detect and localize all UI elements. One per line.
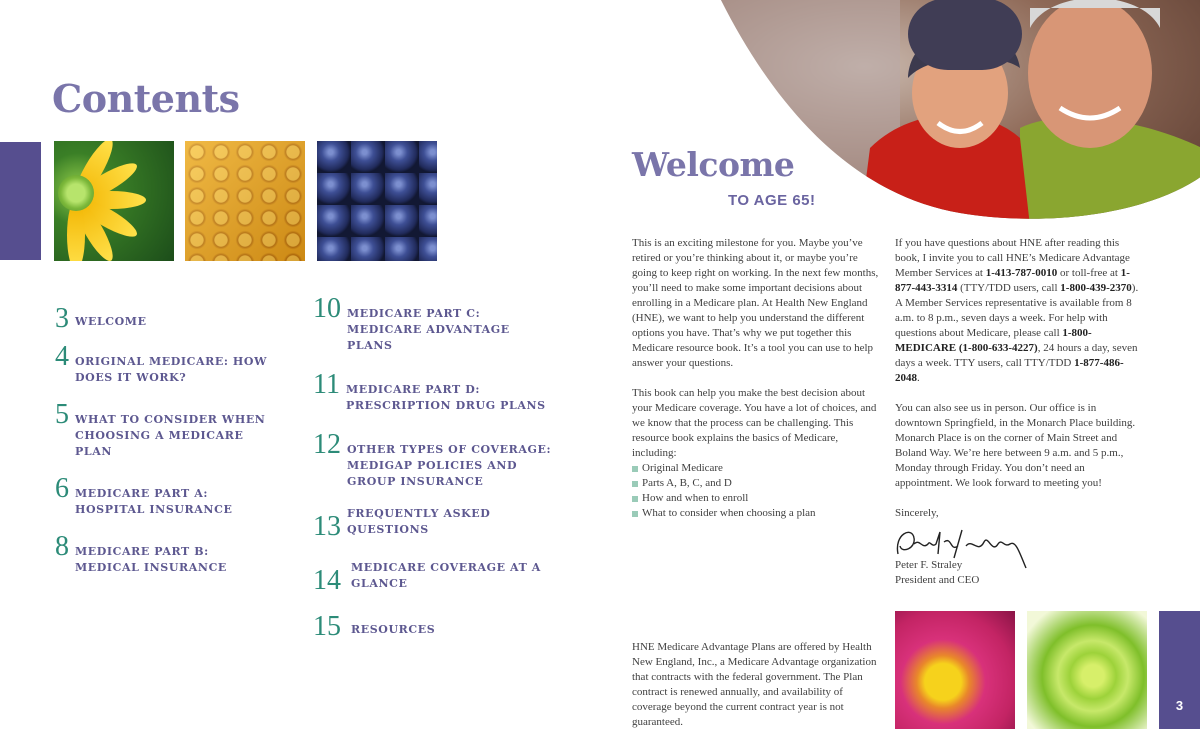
toc-page-number: 13 [313, 511, 341, 542]
toc-page-number: 14 [313, 565, 341, 596]
toc-page-number: 8 [55, 531, 69, 562]
toc-item[interactable] [55, 473, 285, 518]
left-accent-bar [0, 142, 41, 260]
list-item: How and when to enroll [632, 491, 884, 506]
welcome-subtitle: TO AGE 65! [728, 192, 816, 209]
pink-flower-image [895, 611, 1015, 729]
list-item: What to consider when choosing a plan [632, 506, 884, 521]
contact-paragraph: If you have questions about HNE after reading this book, I invite you to call HNE’s Medicare Advantage Member Services at 1-413-787-0010 or toll-free at 1-877-443-3314 (TTY/TDD users, call 1-800-439-2370). A Member Services representative is available from 8 a.m. to 8 p.m., seven days a week. For help with questions about Medicare, please call 1-800-MEDICARE (1-800-633-4227), 24 hours a day, seven days a week. TTY users, call TTY/TDD 1-877-486-2048. [895, 237, 1139, 384]
toc-label: MEDICARE COVERAGE AT A GLANCE [351, 561, 541, 590]
list-item: Parts A, B, C, and D [632, 476, 884, 491]
toc-item[interactable] [55, 296, 285, 332]
toc-label: MEDICARE PART D: PRESCRIPTION DRUG PLANS [345, 383, 546, 412]
page-number: 3 [1175, 698, 1184, 713]
toc-page-number: 6 [55, 473, 69, 504]
office-paragraph: You can also see us in person. Our office is in downtown Springfield, in the Monarch Place building. Monarch Place is on the corner of Main Street and Boland Way. We’re here between 9 a.m. and 5 p.m., Monday through Friday. You don’t need an appointment. We look forward to meeting you! [895, 402, 1136, 489]
toc-label: WELCOME [75, 315, 147, 328]
toc-right-column [313, 293, 573, 642]
signer-name: Peter F. Straley [895, 559, 963, 571]
toc-label: MEDICARE PART C: MEDICARE ADVANTAGE PLANS [347, 307, 510, 352]
signer-title: President and CEO [895, 574, 980, 586]
tty-phone[interactable]: 1-800-439-2370 [1060, 282, 1132, 294]
member-services-phone[interactable]: 1-413-787-0010 [985, 267, 1058, 279]
toc-page-number: 12 [313, 429, 341, 460]
welcome-column-1 [632, 236, 884, 521]
welcome-column-2 [895, 236, 1143, 536]
green-plant-image [1027, 611, 1147, 729]
toc-label: MEDICARE PART A: HOSPITAL INSURANCE [75, 487, 233, 516]
toc-item[interactable] [313, 429, 573, 490]
toc-item[interactable] [313, 611, 573, 642]
toc-label: MEDICARE PART B: MEDICAL INSURANCE [75, 545, 227, 574]
toc-label: WHAT TO CONSIDER WHEN CHOOSING A MEDICARE PLAN [75, 413, 266, 458]
toc-label: FREQUENTLY ASKED QUESTIONS [347, 507, 491, 536]
welcome-title: Welcome [632, 145, 795, 184]
intro-paragraph: This is an exciting milestone for you. Maybe you’ve retired or you’re thinking about it, or maybe you’re going to keep right on working. In the next few months, you’ll need to make some important decisions about enrolling in a Medicare plan. At Health New England (HNE), we want to help you understand the different options you have. That’s why we put together this Medicare resource book. It’s a tool you can use to help answer your questions. [632, 237, 879, 369]
toc-item[interactable] [313, 369, 573, 414]
signer-block [895, 558, 1095, 588]
list-item: Original Medicare [632, 461, 884, 476]
toc-page-number: 4 [55, 341, 69, 372]
plan-disclaimer: HNE Medicare Advantage Plans are offered by Health New England, Inc., a Medicare Advantage organization that contracts with the federal government. The Plan contract is renewed annually, and availability of coverage beyond the current contract year is not guaranteed. [632, 641, 877, 728]
toc-label: ORIGINAL MEDICARE: HOW DOES IT WORK? [75, 355, 268, 384]
toc-page-number: 3 [55, 303, 69, 334]
toc-page-number: 10 [313, 293, 341, 324]
toc-label: OTHER TYPES OF COVERAGE: MEDIGAP POLICIES AND GROUP INSURANCE [347, 443, 552, 488]
closing: Sincerely, [895, 507, 939, 519]
toc-page-number: 15 [313, 611, 341, 642]
book-paragraph: This book can help you make the best decision about your Medicare coverage. You have a lot of choices, and we know that the process can be challenging. This resource book explains the basics of Medicare, including: [632, 387, 877, 459]
medicare-tty-phone[interactable]: 1-877-486-2048 [895, 357, 1124, 384]
toc-item[interactable] [313, 506, 573, 540]
toc-item[interactable] [55, 399, 285, 460]
toc-left-column [55, 296, 285, 576]
toc-item[interactable] [313, 293, 573, 354]
contents-title: Contents [52, 76, 240, 121]
toc-item[interactable] [55, 341, 285, 386]
blueberries-image [317, 141, 437, 261]
toc-item[interactable] [313, 560, 573, 594]
toc-page-number: 11 [313, 369, 340, 400]
toll-free-phone[interactable]: 1-877-443-3314 [895, 267, 1130, 294]
honeycomb-image [185, 141, 305, 261]
toc-label: RESOURCES [351, 623, 436, 636]
topics-list [632, 461, 884, 521]
toc-item[interactable] [55, 531, 285, 576]
flower-image [54, 141, 174, 261]
toc-page-number: 5 [55, 399, 69, 430]
medicare-phone[interactable]: 1-800-MEDICARE (1-800-633-4227) [895, 327, 1092, 354]
